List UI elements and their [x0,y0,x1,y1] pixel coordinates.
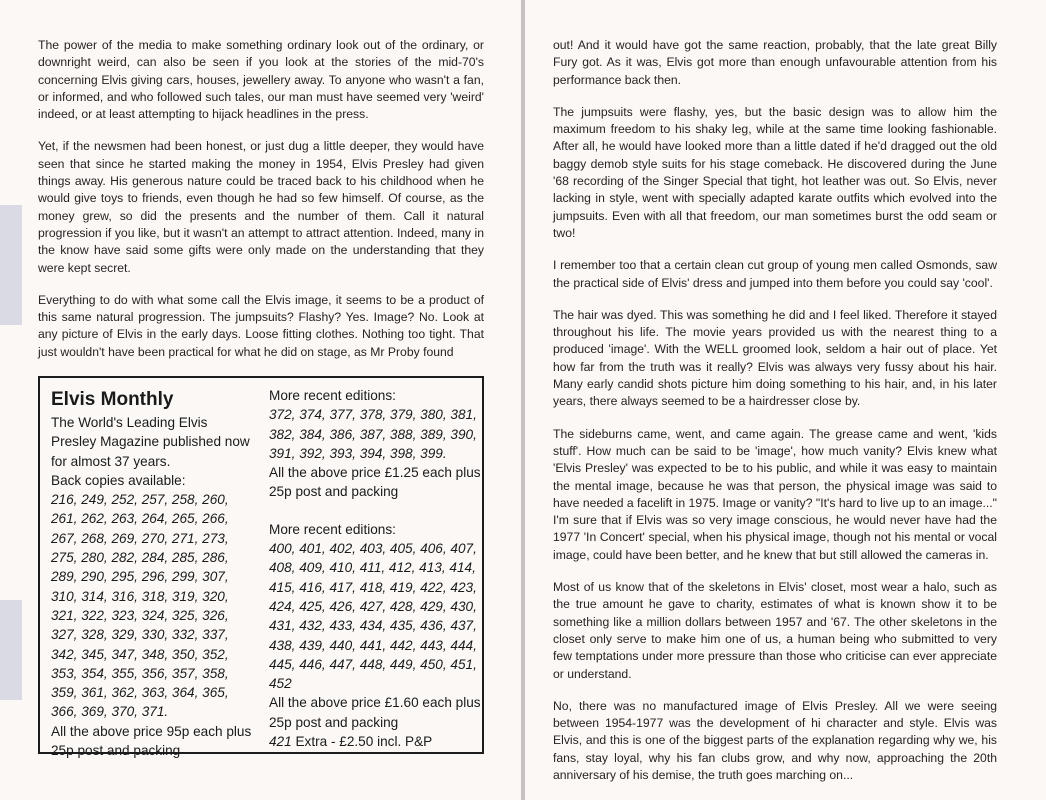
back-copies-label: Back copies available: [51,472,186,488]
elvis-monthly-advert [38,376,484,759]
recent-editions-list-2: 400, 401, 402, 403, 405, 406, 407, 408, 409, 410, 411, 412, 413, 414, 415, 416, 417, 418, 419, 422, 423, 424, 425, 426, 427, 428, 429, 430, 431, 432, 433, 434, 435, 436, 437, 438, 439, 440, 441, 442, 443, 444, 445, 446, 447, 448, 449, 450, 451, 452 [269,541,477,692]
right-page [525,0,1046,800]
show-through-shade [0,600,22,700]
left-paragraph-2: Yet, if the newsmen had been honest, or just dug a little deeper, they would have seen that since he started making the money in 1954, Elvis Presley had given things away. His generous nature could be traced back to his childhood when he would give toys to friends, even though he had so few himself. Of course, as the money grew, so did the presents and the number of them. Call it natural progression if you like, but it wasn't an attempt to attract attention. Indeed, many in the know have said some gifts were only made on the understanding that they were kept secret. [38,139,484,275]
extra-issue-number: 421 [269,734,292,750]
show-through-shade [0,205,22,325]
left-article-column [38,37,484,376]
right-paragraph-4: The hair was dyed. This was something he did and I feel liked. Therefore it stayed throughout his life. The movie years provided us with the nearest thing to a produced 'image'. With the WELL groomed look, seldom a hair out of place. Yet how far from the truth was it really? Elvis was always very fussy about his hair. Many early candid shots picture him doing something to his hair, and, in his later years, there always seemed to be a hairdresser close by. [553,307,997,409]
left-page [0,0,521,800]
recent-editions-label-2: More recent editions: [269,521,396,537]
left-paragraph-1: The power of the media to make something ordinary look out of the ordinary, or downright weird, can also be seen if you look at the stories of the mid-70's concerning Elvis giving cars, houses, jewellery away. To anyone who wasn't a fan, or informed, and who followed such tales, our man must have seemed very 'weird' indeed, or at least attempting to hijack headlines in the press. [38,38,484,122]
right-paragraph-2: The jumpsuits were flashy, yes, but the basic design was to allow him the maximum freedom to his shaky leg, while at the same time looking fashionable. After all, he would have looked more than a little dated if he'd dragged out the old baggy demob style suits for his stage comeback. He discovered during the June '68 recording of the Singer Special that tight, hot leather was out. So Elvis, never lacking in style, went with specially adapted karate outfits which evolved into the jumpsuits. Even with all that freedom, our man sometimes burst the odd seam or two! [553,104,997,240]
right-article-column [553,37,997,799]
right-paragraph-3: I remember too that a certain clean cut group of young men called Osmonds, saw the practical side of Elvis' dress and jumped into them before you could say 'cool'. [553,258,997,290]
right-paragraph-5: The sideburns came, went, and came again. The grease came and went, 'kids stuff'. How much can be said to be 'image', how much vanity? Elvis knew what 'Elvis Presley' was expected to be to his public, and while it was easy to maintain the mental image, because he was that person, the physical image was said to have needed a facelift in 1975. Image or vanity? "It's hard to live up to an image..." I'm sure that if Elvis was so very image conscious, he would never have had the 1977 'In Concert' special, when his physical image, though not his mental or vocal image, could have been better, and he knew that but still allowed the cameras in. [553,426,997,562]
advert-column-left [51,388,256,760]
extra-issue-line [269,732,481,751]
recent-editions-label-1: More recent editions: [269,388,396,403]
back-copies-price: All the above price 95p each plus 25p post and packing [51,723,252,759]
advert-title: Elvis Monthly [51,389,174,410]
right-paragraph-7: No, there was no manufactured image of Elvis Presley. All we were seeing between 1954-1977 was the development of hi character and style. Elvis was Elvis, and this is one of the biggest parts of the explanation regarding why we, his fans, stay loyal, why his fan clubs grow, and why now, approaching the 20th anniversary of his demise, the truth goes marching on... [553,698,997,782]
spacer [269,502,481,520]
left-paragraph-3: Everything to do with what some call the Elvis image, it seems to be a product of this same natural progression. The jumpsuits? Flashy? Yes. Image? No. Look at any picture of Elvis in the early days. Loose fitting clothes. Nothing too tight. That just wouldn't have been practical for what he did on stage, as Mr Proby found [38,292,484,359]
extra-issue-price: Extra - £2.50 incl. P&P [295,734,433,750]
advert-column-right [269,386,481,751]
right-paragraph-1: out! And it would have got the same reaction, probably, that the late great Billy Fury got. As it was, Elvis got more than enough unfavourable attention from his performance back then. [553,38,997,87]
recent-editions-price-2: All the above price £1.60 each plus 25p post and packing [269,695,481,730]
recent-editions-list-1: 372, 374, 377, 378, 379, 380, 381, 382, 384, 386, 387, 388, 389, 390, 391, 392, 393, 394, 398, 399. [269,407,477,461]
back-copies-list: 216, 249, 252, 257, 258, 260, 261, 262, 263, 264, 265, 266, 267, 268, 269, 270, 271, 273, 275, 280, 282, 284, 285, 286, 289, 290, 295, 296, 299, 307, 310, 314, 316, 318, 319, 320, 321, 322, 323, 324, 325, 326, 327, 328, 329, 330, 332, 337, 342, 345, 347, 348, 350, 352, 353, 354, 355, 356, 357, 358, 359, 361, 362, 363, 364, 365, 366, 369, 370, 371. [51,492,229,720]
recent-editions-price-1: All the above price £1.25 each plus 25p post and packing [269,465,481,500]
advert-intro: The World's Leading Elvis Presley Magazine published now for almost 37 years. [51,415,250,469]
right-paragraph-6: Most of us know that of the skeletons in Elvis' closet, most wear a halo, such as the true amount he gave to charity, estimates of what is known show it to be something like a million dollars between 1957 and '67. The other skeletons in the closet only serve to make him one of us, a human being who submitted to very few temptations under more pressure than those who criticise can ever appreciate or understand. [553,580,997,681]
